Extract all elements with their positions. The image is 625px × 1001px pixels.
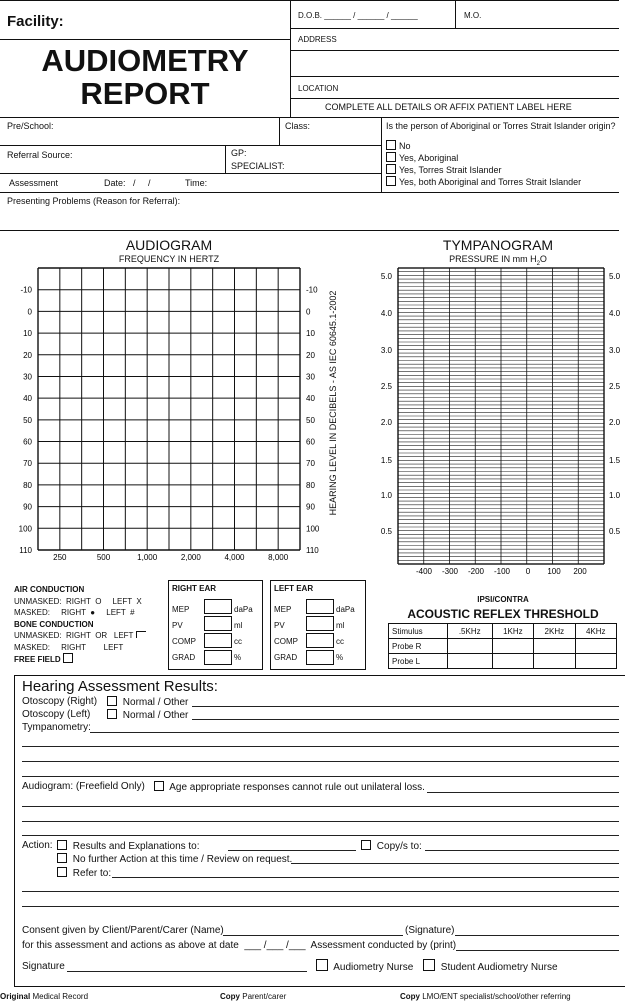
legend-bone-unmasked: UNMASKED: RIGHT OR LEFT [14, 630, 146, 642]
x-tick-label: -100 [493, 567, 511, 576]
checkbox-icon [316, 959, 328, 971]
unit-label: daPa [336, 605, 355, 614]
writing-line[interactable] [22, 891, 619, 892]
audiogram-side-label: HEARING LEVEL IN DECIBELS - AS IEC 60645.1-2002 [328, 290, 338, 516]
right-pv-input[interactable] [204, 616, 232, 631]
y-tick-label: 50 [306, 415, 315, 425]
assessment-label: Assessment [9, 178, 59, 188]
class-divider [279, 117, 280, 145]
mo-divider [455, 0, 456, 28]
unit-label: ml [336, 621, 345, 630]
y-tick-label: 20 [23, 350, 32, 360]
action-label: Action: [22, 840, 53, 851]
table-header: Stimulus [389, 624, 448, 639]
audiogram-ff-label: Audiogram: (Freefield Only) [22, 781, 145, 792]
y-tick-label: 0.5 [380, 527, 392, 536]
specialist-field[interactable]: SPECIALIST: [231, 161, 285, 171]
y-tick-label: 90 [23, 502, 32, 512]
pv-label: PV [274, 621, 285, 630]
y-tick-label: 1.0 [609, 491, 621, 500]
audiogram-title: AUDIOGRAM [125, 237, 213, 253]
no-further-line[interactable] [291, 863, 619, 864]
table-header: .5KHz [447, 624, 492, 639]
checkbox-icon [386, 140, 396, 150]
origin-option-both[interactable]: Yes, both Aboriginal and Torres Strait Islander [386, 176, 581, 188]
facility-label: Facility: [7, 13, 64, 30]
footer-copy2: Copy LMO/ENT specialist/school/other referring [400, 992, 571, 1001]
consent-name-line[interactable] [223, 935, 403, 936]
table-row [389, 639, 617, 654]
y-tick-label: 4.0 [609, 309, 621, 318]
header-bottom-rule [0, 117, 619, 118]
table-cell[interactable] [575, 639, 616, 654]
left-ear-box [270, 580, 366, 670]
y-tick-label: 40 [23, 394, 32, 404]
checkbox-icon [386, 152, 396, 162]
unit-label: cc [336, 637, 344, 646]
reflex-table [388, 623, 617, 669]
otoscopy-left-line[interactable] [192, 719, 619, 720]
tympanogram-title: TYMPANOGRAM [442, 237, 554, 253]
row-rule-2 [0, 173, 381, 174]
y-tick-label: 1.0 [380, 491, 392, 500]
y-tick-label: 110 [306, 546, 319, 555]
checkbox-icon [386, 176, 396, 186]
footer-original: Original Medical Record [0, 992, 89, 1001]
checkbox-icon [63, 653, 73, 663]
x-tick-label: -400 [415, 567, 433, 576]
table-cell[interactable] [534, 654, 575, 669]
y-tick-label: 80 [23, 480, 32, 490]
right-grad-input[interactable] [204, 650, 232, 665]
facility-underline [0, 39, 290, 40]
complete-note: COMPLETE ALL DETAILS OR AFFIX PATIENT LABEL HERE [325, 102, 572, 112]
table-row [389, 654, 617, 669]
table-cell[interactable] [534, 639, 575, 654]
page-title [0, 44, 290, 110]
otoscopy-right-label: Otoscopy (Right) [22, 696, 98, 707]
header-rule [290, 28, 619, 29]
pv-label: PV [172, 621, 183, 630]
y-tick-label: 100 [18, 524, 32, 534]
reflex-title: ACOUSTIC REFLEX THRESHOLD [407, 607, 599, 621]
x-tick-label: 100 [547, 567, 561, 576]
pre-school-field[interactable]: Pre/School: [7, 121, 54, 131]
legend-air-masked: MASKED: RIGHT ● LEFT # [14, 608, 135, 617]
location-label: LOCATION [298, 84, 339, 93]
x-tick-label: -200 [467, 567, 485, 576]
mep-label: MEP [172, 605, 190, 614]
y-tick-label: 5.0 [380, 272, 392, 281]
tympanogram-grid[interactable] [370, 262, 619, 582]
x-tick-label: 4,000 [224, 553, 245, 562]
location-line [290, 98, 619, 99]
results-expl-line[interactable] [228, 850, 356, 851]
x-tick-label: 250 [53, 553, 67, 562]
grad-label: GRAD [274, 653, 298, 662]
x-tick-label: 1,000 [137, 553, 158, 562]
x-tick-label: -300 [441, 567, 459, 576]
y-tick-label: 70 [23, 459, 32, 469]
left-pv-input[interactable] [306, 616, 334, 631]
copy-to-line[interactable] [425, 850, 619, 851]
comp-label: COMP [274, 637, 298, 646]
x-tick-label: 0 [525, 567, 531, 576]
refer-to-line[interactable] [112, 877, 619, 878]
audiogram-line[interactable] [427, 792, 619, 793]
checkbox-icon [57, 853, 67, 863]
y-tick-label: 3.0 [380, 346, 392, 355]
y-tick-label: 30 [23, 372, 32, 382]
aboriginal-question: Is the person of Aboriginal or Torres Strait Islander origin? [386, 121, 616, 131]
row-label: Probe R [389, 639, 448, 654]
checkbox-icon [423, 959, 435, 971]
checkbox-icon [386, 164, 396, 174]
x-tick-label: 8,000 [268, 553, 289, 562]
consent-signature-line[interactable] [455, 935, 619, 936]
address-label: ADDRESS [298, 35, 337, 44]
conducted-by-line[interactable] [456, 950, 619, 951]
legend-free-field: FREE FIELD [14, 653, 146, 666]
time-field[interactable]: Time: [185, 178, 208, 188]
right-mep-input[interactable] [204, 599, 232, 614]
signature-line[interactable] [67, 971, 307, 972]
title-line2: REPORT [80, 76, 210, 111]
writing-line[interactable] [22, 806, 619, 807]
left-mep-input[interactable] [306, 599, 334, 614]
otoscopy-left-label: Otoscopy (Left) [22, 709, 91, 720]
ipsi-contra-label: IPSI/CONTRA [477, 595, 529, 604]
unit-label: daPa [234, 605, 253, 614]
checkbox-icon [154, 781, 164, 791]
writing-line[interactable] [22, 821, 619, 822]
row-label: Probe L [389, 654, 448, 669]
y-tick-label: 2.0 [380, 418, 392, 427]
gp-divider [225, 145, 226, 173]
no-further-option[interactable]: No further Action at this time / Review on request. [57, 853, 292, 865]
audiogram-side-label-wrap [323, 280, 343, 530]
right-ear-box [168, 580, 263, 670]
otoscopy-left-option[interactable]: Normal / Other [107, 709, 188, 721]
left-grad-input[interactable] [306, 650, 334, 665]
gp-field[interactable]: GP: [231, 148, 247, 158]
address-line [290, 50, 619, 51]
signature-label: Signature [22, 961, 65, 972]
y-tick-label: 10 [23, 329, 32, 339]
audiogram-grid[interactable] [0, 262, 345, 572]
otoscopy-right-line[interactable] [192, 706, 619, 707]
audiometry-nurse-option[interactable]: Audiometry Nurse [316, 959, 413, 973]
results-expl-option[interactable]: Results and Explanations to: [57, 840, 200, 852]
row-rule [0, 145, 381, 146]
x-tick-label: 2,000 [180, 553, 201, 562]
consent-label: Consent given by Client/Parent/Carer (Name) [22, 925, 224, 936]
y-tick-label: 0 [27, 307, 32, 317]
left-ear-title: LEFT EAR [274, 584, 314, 593]
y-tick-label: 70 [306, 459, 315, 469]
legend-bone-masked: MASKED: RIGHT LEFT [14, 642, 124, 652]
top-border [0, 0, 619, 1]
legend-bone-title: BONE CONDUCTION [14, 619, 94, 629]
y-tick-label: 1.5 [380, 456, 392, 465]
writing-line[interactable] [22, 746, 619, 747]
y-tick-label: 0 [306, 307, 311, 317]
origin-option-no[interactable]: No [386, 140, 581, 152]
y-tick-label: 2.0 [609, 418, 621, 427]
refer-to-option[interactable]: Refer to: [57, 867, 111, 879]
table-cell[interactable] [492, 639, 533, 654]
tympanometry-label: Tympanometry: [22, 722, 91, 733]
table-header: 1KHz [492, 624, 533, 639]
x-tick-label: 200 [573, 567, 587, 576]
y-tick-label: 5.0 [609, 272, 621, 281]
table-cell[interactable] [492, 654, 533, 669]
y-tick-label: 10 [306, 329, 315, 339]
table-header: 2KHz [534, 624, 575, 639]
table-cell[interactable] [575, 654, 616, 669]
legend-air-unmasked: UNMASKED: RIGHT O LEFT X [14, 596, 142, 606]
row-rule-4 [0, 230, 619, 231]
signature-paren-label: (Signature) [405, 925, 455, 936]
title-line1: AUDIOMETRY [41, 43, 249, 78]
legend-air-title: AIR CONDUCTION [14, 585, 85, 594]
footer-copy1: Copy Parent/carer [220, 992, 287, 1001]
row-rule-3 [0, 192, 619, 193]
student-nurse-option[interactable]: Student Audiometry Nurse [423, 959, 558, 973]
comp-label: COMP [172, 637, 196, 646]
writing-line[interactable] [22, 835, 619, 836]
origin-options [386, 140, 581, 188]
results-title: Hearing Assessment Results: [22, 678, 218, 695]
table-row [389, 624, 617, 639]
y-tick-label: 80 [306, 480, 315, 490]
y-tick-label: 60 [306, 437, 315, 447]
referral-source-field[interactable]: Referral Source: [7, 150, 73, 160]
header-divider [290, 0, 291, 117]
origin-option-tsi[interactable]: Yes, Torres Strait Islander [386, 164, 581, 176]
mep-label: MEP [274, 605, 292, 614]
unit-label: % [234, 653, 242, 662]
checkbox-icon [107, 696, 117, 706]
audiogram-subtitle: FREQUENCY IN HERTZ [118, 254, 220, 264]
checkbox-icon [57, 867, 67, 877]
origin-option-aboriginal[interactable]: Yes, Aboriginal [386, 152, 581, 164]
y-tick-label: -10 [20, 285, 32, 295]
copy-to-option[interactable]: Copy/s to: [361, 840, 422, 852]
origin-divider [381, 117, 382, 192]
y-tick-label: 3.0 [609, 346, 621, 355]
unit-label: % [336, 653, 344, 662]
tympanometry-line[interactable] [90, 732, 619, 733]
y-tick-label: 4.0 [380, 309, 392, 318]
dob-label: D.O.B. ______ / ______ / ______ [298, 11, 418, 20]
grad-label: GRAD [172, 653, 196, 662]
y-tick-label: 1.5 [609, 456, 621, 465]
presenting-problems-field[interactable]: Presenting Problems (Reason for Referral): [7, 196, 181, 206]
address-line-2 [290, 76, 619, 77]
x-tick-label: 500 [96, 553, 111, 562]
right-ear-title: RIGHT EAR [172, 584, 216, 593]
right-comp-input[interactable] [204, 633, 232, 648]
writing-line[interactable] [22, 761, 619, 762]
table-cell[interactable] [447, 639, 492, 654]
for-assessment-label: for this assessment and actions as above at date ___ /___ /___ Assessment conducted by (print) [22, 940, 457, 951]
y-tick-label: 2.5 [380, 382, 392, 391]
y-tick-label: 100 [306, 524, 320, 534]
unit-label: ml [234, 621, 243, 630]
y-tick-label: 20 [306, 350, 315, 360]
class-field[interactable]: Class: [285, 121, 311, 131]
writing-line[interactable] [22, 906, 619, 907]
checkbox-icon [107, 709, 117, 719]
checkbox-icon [57, 840, 67, 850]
y-tick-label: 60 [23, 437, 32, 447]
tympanogram-subtitle: PRESSURE IN mm $H_2O$ [449, 254, 547, 267]
age-appropriate-option[interactable]: Age appropriate responses cannot rule out unilateral loss. [154, 781, 425, 793]
checkbox-icon [361, 840, 371, 850]
table-cell[interactable] [447, 654, 492, 669]
mo-label: M.O. [464, 11, 482, 20]
y-tick-label: 90 [306, 502, 315, 512]
writing-line[interactable] [22, 776, 619, 777]
y-tick-label: 40 [306, 394, 315, 404]
y-tick-label: 30 [306, 372, 315, 382]
y-tick-label: -10 [306, 285, 318, 295]
y-tick-label: 0.5 [609, 527, 621, 536]
date-field[interactable]: Date: / / [104, 178, 151, 188]
y-tick-label: 110 [19, 546, 32, 555]
symbol-legend [14, 584, 146, 666]
otoscopy-right-option[interactable]: Normal / Other [107, 696, 188, 708]
unit-label: cc [234, 637, 242, 646]
left-comp-input[interactable] [306, 633, 334, 648]
bracket-left-icon [136, 631, 146, 638]
table-header: 4KHz [575, 624, 616, 639]
y-tick-label: 2.5 [609, 382, 621, 391]
y-tick-label: 50 [23, 415, 32, 425]
